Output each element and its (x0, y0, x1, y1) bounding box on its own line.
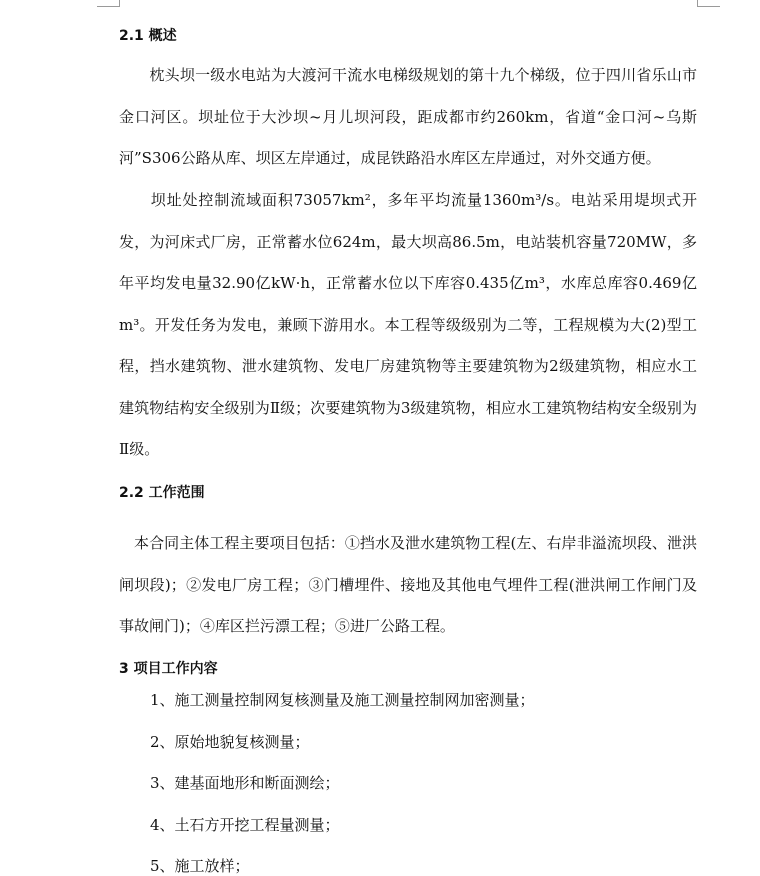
section-heading-work-content: 3 项目工作内容 (119, 661, 218, 677)
section-heading-work-scope: 2.2 工作范围 (119, 485, 205, 501)
paragraph-parameters: 坝址处控制流域面积73057km²，多年平均流量1360m³/s。电站采用堤坝式开发，为河床式厂房，正常蓄水位624m，最大坝高86.5m，电站装机容量720MW，多年平均发电量32.90亿kW·h，正常蓄水位以下库容0.435亿m³，水库总库容0.469亿m³。开发任务为发电，兼顾下游用水。本工程等级级别为二等，工程规模为大(2)型工程，挡水建筑物、泄水建筑物、发电厂房建筑物等主要建筑物为2级建筑物，相应水工建筑物结构安全级别为Ⅱ级；次要建筑物为3级建筑物，相应水工建筑物结构安全级别为Ⅱ级。 (119, 191, 697, 458)
paragraph-location: 枕头坝一级水电站为大渡河干流水电梯级规划的第十九个梯级，位于四川省乐山市金口河区。坝址位于大沙坝~月儿坝河段，距成都市约260km，省道“金口河~乌斯河”S306公路从库、坝区左岸通过，成昆铁路沿水库区左岸通过，对外交通方便。 (119, 66, 697, 167)
list-item: 5、施工放样； (150, 857, 250, 875)
paragraph-work-scope: 本合同主体工程主要项目包括：①挡水及泄水建筑物工程(左、右岸非溢流坝段、泄洪闸坝段)；②发电厂房工程；③门槽埋件、接地及其他电气埋件工程(泄洪闸工作闸门及事故闸门)；④库区拦污漂工程；⑤进厂公路工程。 (119, 534, 697, 635)
list-item: 1、施工测量控制网复核测量及施工测量控制网加密测量； (150, 691, 535, 709)
list-item: 4、土石方开挖工程量测量； (150, 816, 340, 834)
list-item: 3、建基面地形和断面测绘； (150, 774, 340, 792)
section-heading-overview: 2.1 概述 (119, 28, 177, 44)
list-item: 2、原始地貌复核测量； (150, 733, 310, 751)
